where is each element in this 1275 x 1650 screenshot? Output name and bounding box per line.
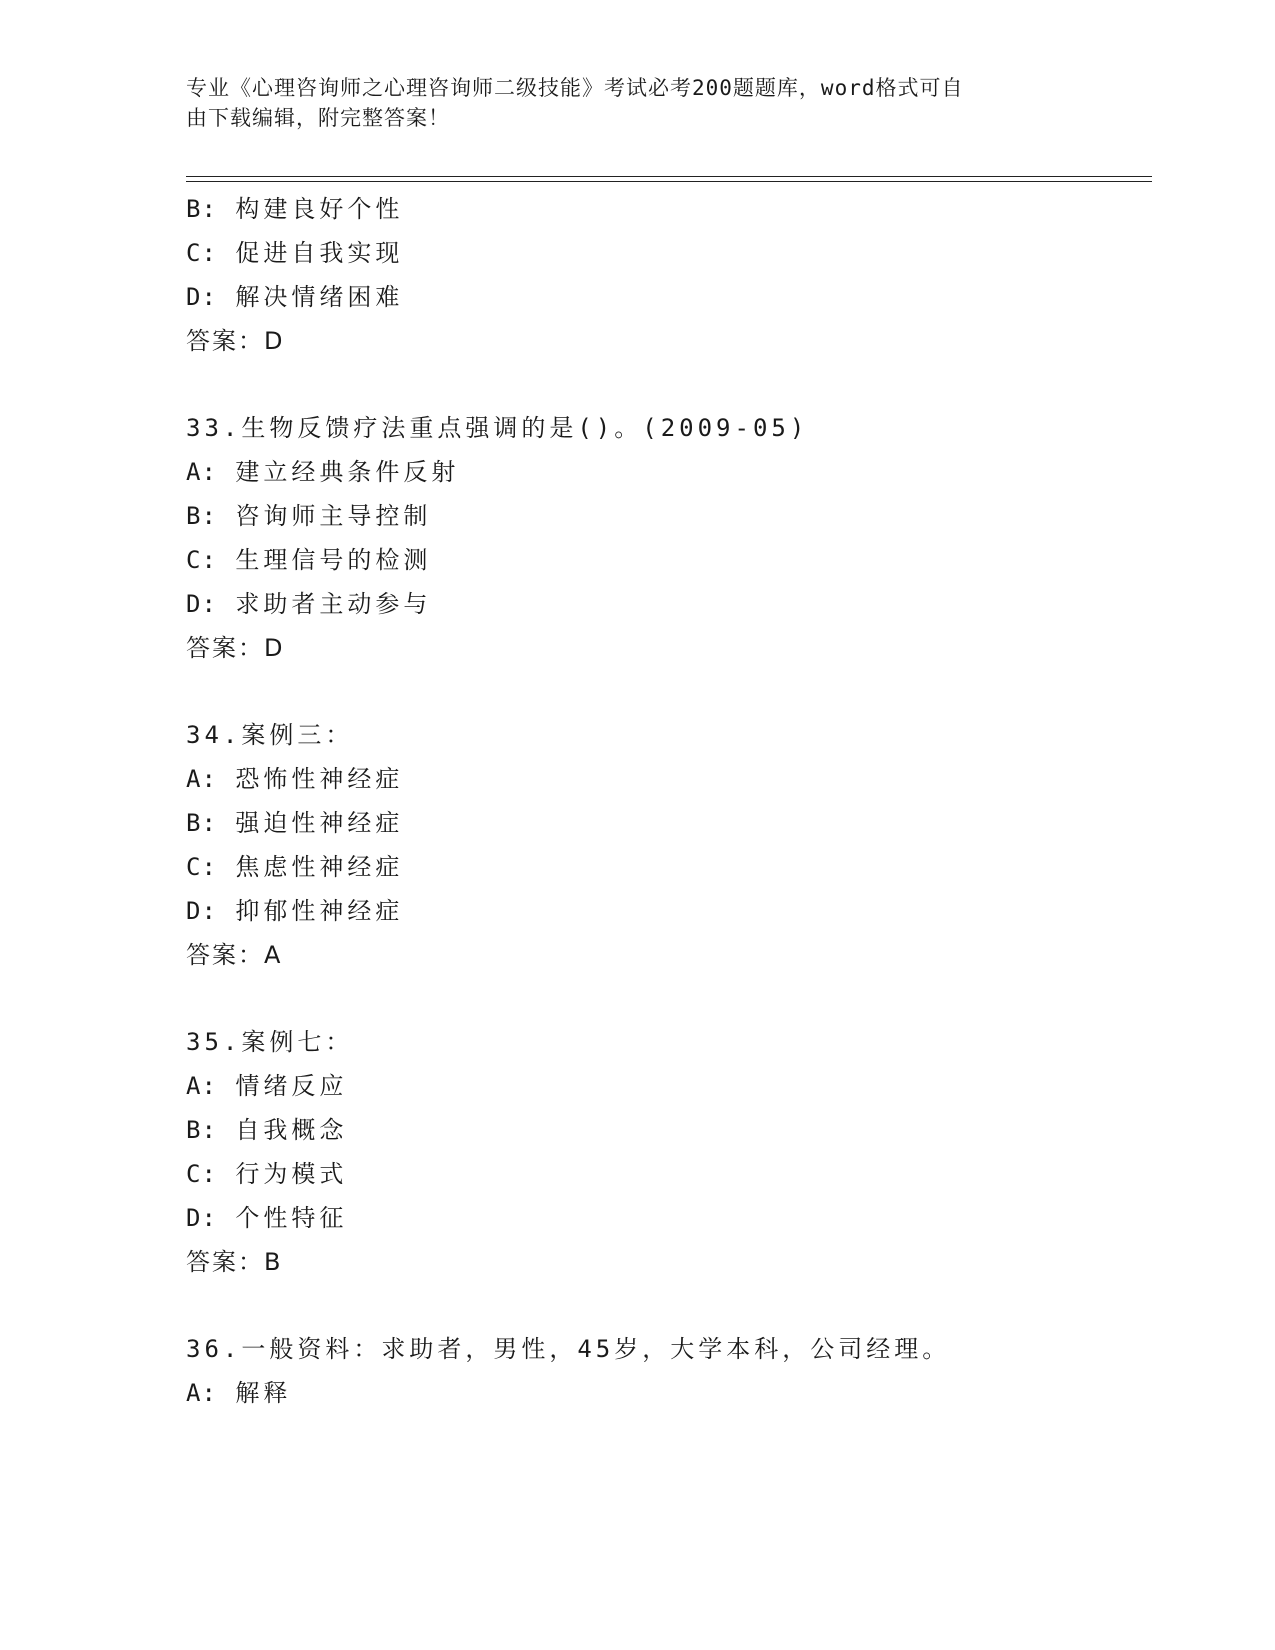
option-line: A: 解释 [186, 1379, 292, 1407]
option-line: A: 恐怖性神经症 [186, 765, 404, 793]
option-line: D: 个性特征 [186, 1204, 348, 1232]
option-line: B: 自我概念 [186, 1116, 348, 1144]
answer-line: 答案：D [186, 634, 285, 662]
option-line: C: 生理信号的检测 [186, 546, 432, 574]
question-33: 33.生物反馈疗法重点强调的是()。(2009-05) [186, 414, 809, 442]
option-line: B: 构建良好个性 [186, 195, 404, 223]
option-line: D: 解决情绪困难 [186, 283, 404, 311]
option-line: B: 强迫性神经症 [186, 809, 404, 837]
question-34: 34.案例三： [186, 721, 354, 749]
question-36: 36.一般资料：求助者，男性，45岁，大学本科，公司经理。 [186, 1335, 951, 1363]
header-divider-bottom [186, 181, 1152, 182]
answer-line: 答案：A [186, 941, 283, 969]
document-header [186, 73, 1066, 133]
option-line: C: 促进自我实现 [186, 239, 404, 267]
answer-line: 答案：B [186, 1248, 283, 1276]
option-line: D: 抑郁性神经症 [186, 897, 404, 925]
header-line-2: 由下载编辑，附完整答案！ [186, 106, 450, 130]
header-line-1: 专业《心理咨询师之心理咨询师二级技能》考试必考200题题库，word格式可自 [186, 76, 964, 100]
option-line: C: 行为模式 [186, 1160, 348, 1188]
option-line: C: 焦虑性神经症 [186, 853, 404, 881]
question-35: 35.案例七： [186, 1028, 354, 1056]
header-divider-top [186, 176, 1152, 177]
answer-line: 答案：D [186, 327, 285, 355]
option-line: A: 情绪反应 [186, 1072, 348, 1100]
option-line: B: 咨询师主导控制 [186, 502, 432, 530]
option-line: D: 求助者主动参与 [186, 590, 432, 618]
option-line: A: 建立经典条件反射 [186, 458, 460, 486]
